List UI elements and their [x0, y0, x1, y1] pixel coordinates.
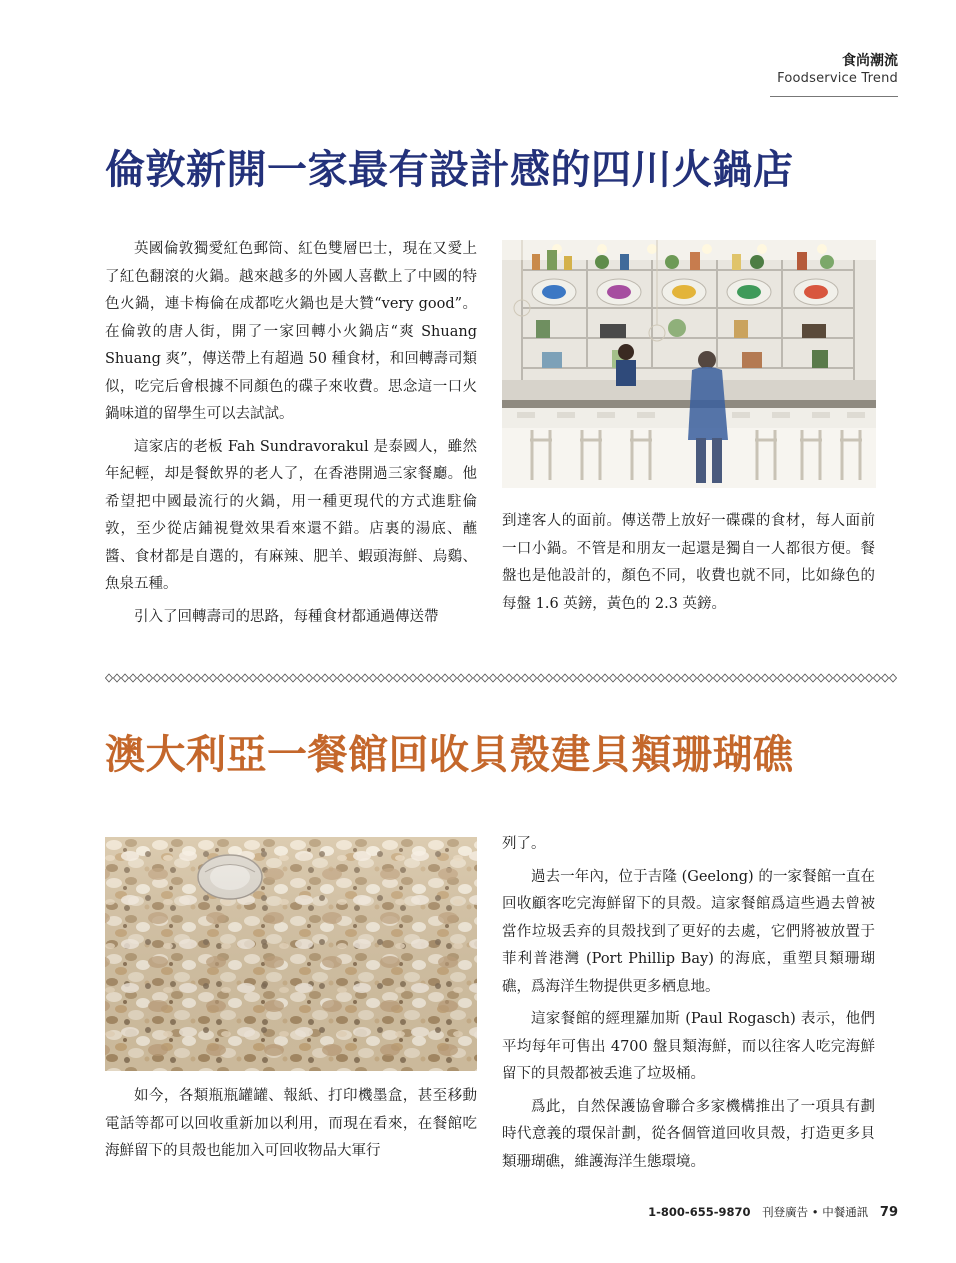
article1-column-left [105, 236, 477, 636]
shells-photo [105, 837, 477, 1071]
article1-paragraph: 英國倫敦獨愛紅色郵筒、紅色雙層巴士，現在又愛上了紅色翻滾的火鍋。越來越多的外國人喜歡上了中國的特色火鍋，連卡梅倫在成都吃火鍋也是大贊“very good”。在倫敦的唐人街，開了一家回轉小火鍋店“爽 Shuang Shuang 爽”，傳送帶上有超過 50 種食材，和回轉壽司類似，吃完后會根據不同顏色的碟子來收費。思念這一口火鍋味道的留學生可以去試試。 [105, 241, 477, 422]
header-rule [770, 96, 898, 97]
article1-paragraph: 引入了回轉壽司的思路，每種食材都通過傳送帶 [134, 608, 439, 625]
section-title-en: Foodservice Trend [777, 71, 898, 86]
section-label [777, 52, 898, 88]
article2-column-right [502, 831, 875, 1181]
footer-publication: 刊登廣告 • 中餐通訊 [762, 1205, 869, 1219]
article1-column-right [502, 508, 875, 623]
article1-title: 倫敦新開一家最有設計感的四川火鍋店 [105, 146, 794, 193]
article2-column-left [105, 1083, 477, 1171]
page-footer [648, 1204, 898, 1220]
article2-paragraph: 過去一年內，位于吉隆 (Geelong) 的一家餐館一直在回收顧客吃完海鮮留下的貝殼。這家餐館爲這些過去曾被當作垃圾丢弃的貝殼找到了更好的去處，它們將被放置于菲利普港灣 (Port Phillip Bay) 的海底，重塑貝類珊瑚礁，爲海洋生物提供更多栖息地。 [502, 868, 875, 995]
page-number: 79 [879, 1205, 898, 1220]
article2-paragraph: 這家餐館的經理羅加斯 (Paul Rogasch) 表示，他們平均每年可售出 4700 盤貝類海鮮，而以往客人吃完海鮮留下的貝殼都被丢進了垃圾桶。 [502, 1011, 875, 1082]
section-divider [105, 669, 897, 681]
article2-paragraph: 如今，各類瓶瓶罐罐、報紙、打印機墨盒，甚至移動電話等都可以回收重新加以利用，而現在看來，在餐館吃海鮮留下的貝殼也能加入可回收物品大軍行 [105, 1088, 477, 1159]
article2-paragraph: 列了。 [502, 836, 546, 852]
section-title-zh: 食尚潮流 [842, 53, 898, 69]
article1-paragraph: 這家店的老板 Fah Sundravorakul 是泰國人，雖然年紀輕，却是餐飲界的老人了，在香港開過三家餐廳。他希望把中國最流行的火鍋，用一種更現代的方式進駐倫敦，至少從店鋪視覺效果看來還不錯。店裏的湯底、蘸醬、食材都是自選的，有麻辣、肥羊、蝦頭海鮮、烏鷄、魚泉五種。 [105, 438, 477, 592]
restaurant-photo [502, 240, 876, 488]
footer-phone: 1-800-655-9870 [648, 1205, 751, 1219]
article1-paragraph: 到達客人的面前。傳送帶上放好一碟碟的食材，每人面前一口小鍋。不管是和朋友一起還是獨自一人都很方便。餐盤也是他設計的，顏色不同，收費也就不同，比如綠色的每盤 1.6 英鎊，黃色的 2.3 英鎊。 [502, 513, 875, 612]
article2-title: 澳大利亞一餐館回收貝殼建貝類珊瑚礁 [105, 731, 794, 778]
article2-paragraph: 爲此，自然保護協會聯合多家機構推出了一項具有劃時代意義的環保計劃，從各個管道回收貝殼，打造更多貝類珊瑚礁，維護海洋生態環境。 [502, 1098, 875, 1170]
